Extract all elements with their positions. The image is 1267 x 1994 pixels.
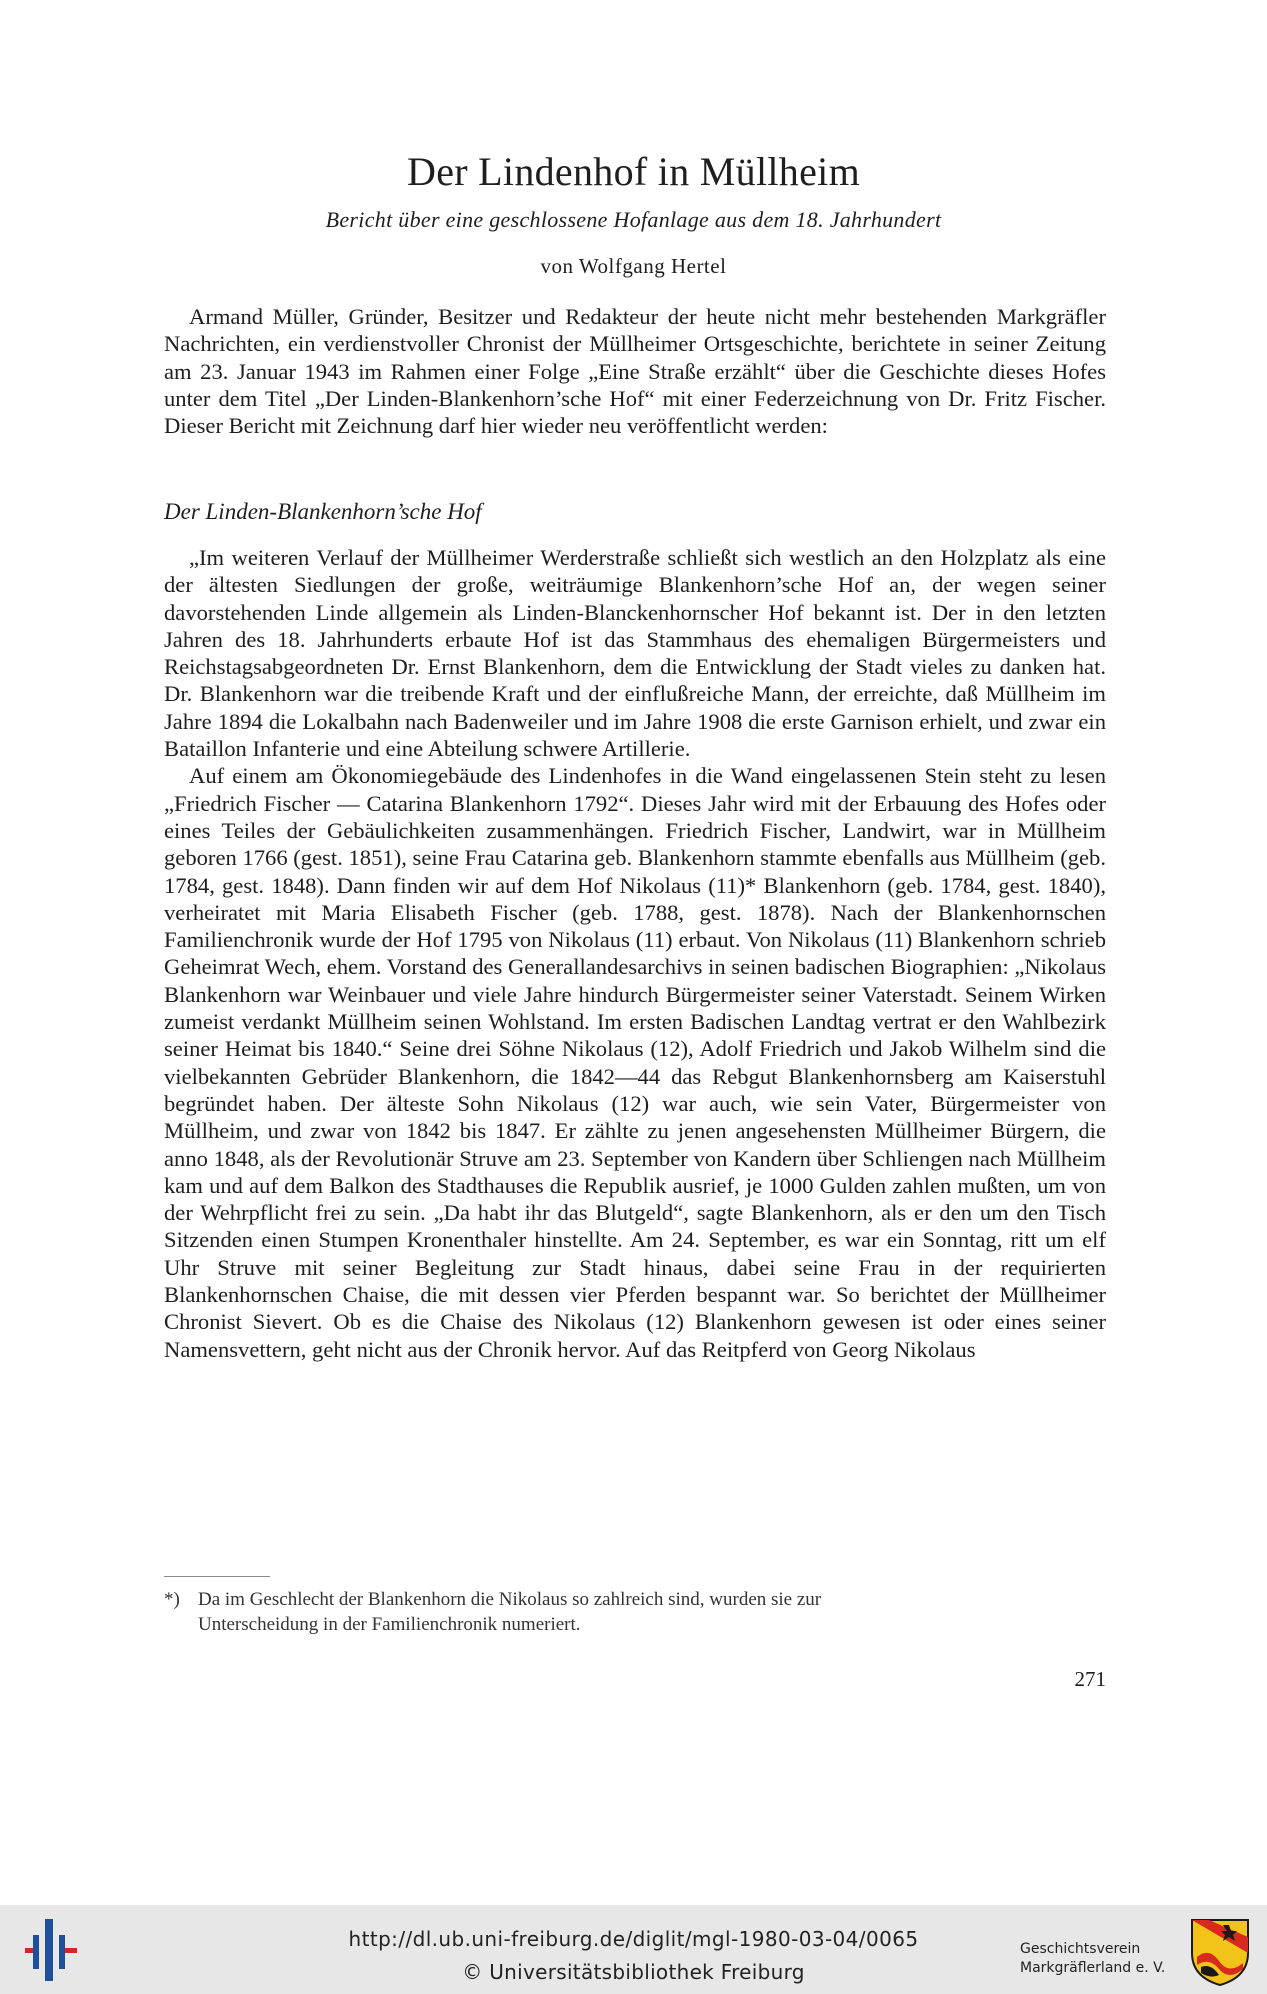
footnote-text: Da im Geschlecht der Blankenhorn die Nikolaus so zahlreich sind, wurden sie zur: [198, 1589, 822, 1610]
article-author: von Wolfgang Hertel: [540, 254, 727, 278]
main-text: [164, 544, 1106, 1363]
coat-of-arms-icon: [1189, 1917, 1251, 1987]
society-name-line-1: Geschichtsverein: [1020, 1941, 1141, 1957]
article-subtitle: Bericht über eine geschlossene Hofanlage aus dem 18. Jahrhundert: [325, 207, 942, 232]
article-title: Der Lindenhof in Müllheim: [407, 149, 860, 194]
footnote-text-continued: Unterscheidung in der Familienchronik numeriert.: [198, 1613, 581, 1635]
section-heading: Der Linden-Blankenhorn’sche Hof: [164, 499, 482, 524]
intro-paragraph: Armand Müller, Gründer, Besitzer und Redakteur der heute nicht mehr bestehenden Markgräfler Nachrichten, ein verdienstvoller Chronist der Müllheimer Ortsgeschichte, berichtete in seiner Zeitung am 23. Januar 1943 im Rahmen einer Folge „Eine Straße erzählt“ über die Geschichte dieses Hofes unter dem Titel „Der Linden-Blankenhorn’sche Hof“ mit einer Federzeichnung von Dr. Fritz Fischer. Dieser Bericht mit Zeichnung darf hier wieder neu veröffentlicht werden:: [164, 304, 1106, 439]
footnote: [164, 1588, 1106, 1637]
intro-text: [164, 303, 1106, 439]
society-name: [1020, 1940, 1165, 1978]
source-url-link[interactable]: http://dl.ub.uni-freiburg.de/diglit/mgl-1980-03-04/0065: [348, 1927, 919, 1951]
copyright-notice: © Universitätsbibliothek Freiburg: [462, 1960, 805, 1984]
footer-bar: [0, 1905, 1267, 1994]
body-paragraph-2: Auf einem am Ökonomiegebäude des Lindenhofes in die Wand eingelassenen Stein steht zu lesen „Friedrich Fischer — Catarina Blankenhorn 1792“. Dieses Jahr wird mit der Erbauung des Hofes oder eines Teiles der Gebäulichkeiten zusammenhängen. Friedrich Fischer, Landwirt, war in Müllheim geboren 1766 (gest. 1851), seine Frau Catarina geb. Blankenhorn stammte ebenfalls aus Müllheim (geb. 1784, gest. 1848). Dann finden wir auf dem Hof Nikolaus (11)* Blankenhorn (geb. 1784, gest. 1840), verheiratet mit Maria Elisabeth Fischer (geb. 1788, gest. 1878). Nach der Blankenhornschen Familienchronik wurde der Hof 1795 von Nikolaus (11) erbaut. Von Nikolaus (11) Blankenhorn schrieb Geheimrat Wech, ehem. Vorstand des Generallandesarchivs in seinen badischen Biographien: „Nikolaus Blankenhorn war Weinbauer und viele Jahre hindurch Bürgermeister seiner Vaterstadt. Seinem Wirken zumeist verdankt Müllheim seinen Wohlstand. Im ersten Badischen Landtag vertrat er den Wahlbezirk seiner Heimat bis 1840.“ Seine drei Söhne Nikolaus (12), Adolf Friedrich und Jakob Wilhelm sind die vielbekannten Gebrüder Blankenhorn, die 1842—44 das Rebgut Blankenhornsberg am Kaiserstuhl begründet haben. Der älteste Sohn Nikolaus (12) war auch, wie sein Vater, Bürgermeister von Müllheim, und zwar von 1842 bis 1847. Er zählte zu jenen angesehensten Müllheimer Bürgern, die anno 1848, als der Revolutionär Struve am 23. September von Kandern über Schliengen nach Müllheim kam und auf dem Balkon des Stadthauses die Republik ausrief, je 1000 Gulden zahlen mußten, um von der Wehrpflicht frei zu sein. „Da habt ihr das Blutgeld“, sagte Blankenhorn, als er den um den Tisch Sitzenden einen Stumpen Kronenthaler hinstellte. Am 24. September, es war ein Sonntag, ritt um elf Uhr Struve mit seiner Begleitung zur Stadt hinaus, dabei seine Frau in der requirierten Blankenhornschen Chaise, die mit dessen vier Pferden bespannt war. So berichtet der Müllheimer Chronist Sievert. Ob es die Chaise des Nikolaus (12) Blankenhorn gewesen ist oder eines seiner Namensvettern, geht nicht aus der Chronik hervor. Auf das Reitpferd von Georg Nikolaus: [164, 763, 1106, 1362]
footnote-divider: [164, 1576, 270, 1577]
body-paragraph-1: „Im weiteren Verlauf der Müllheimer Werderstraße schließt sich westlich an den Holzplatz als eine der ältesten Siedlungen der große, weiträumige Blankenhorn’sche Hof an, der wegen seiner davorstehenden Linde allgemein als Linden-Blanckenhornscher Hof bekannt ist. Der in den letzten Jahren des 18. Jahrhunderts erbaute Hof ist das Stammhaus des ehemaligen Bürgermeisters und Reichstagsabgeordneten Dr. Ernst Blankenhorn, dem die Entwicklung der Stadt vieles zu danken hat. Dr. Blankenhorn war die treibende Kraft und der einflußreiche Mann, der erreichte, daß Müllheim im Jahre 1894 die Lokalbahn nach Badenweiler und im Jahre 1908 die erste Garnison erhielt, und zwar ein Bataillon Infanterie und eine Abteilung schwere Artillerie.: [164, 545, 1106, 762]
society-name-line-2: Markgräflerland e. V.: [1020, 1960, 1166, 1976]
page-number: 271: [1074, 1667, 1106, 1691]
footnote-marker: *): [164, 1589, 180, 1610]
